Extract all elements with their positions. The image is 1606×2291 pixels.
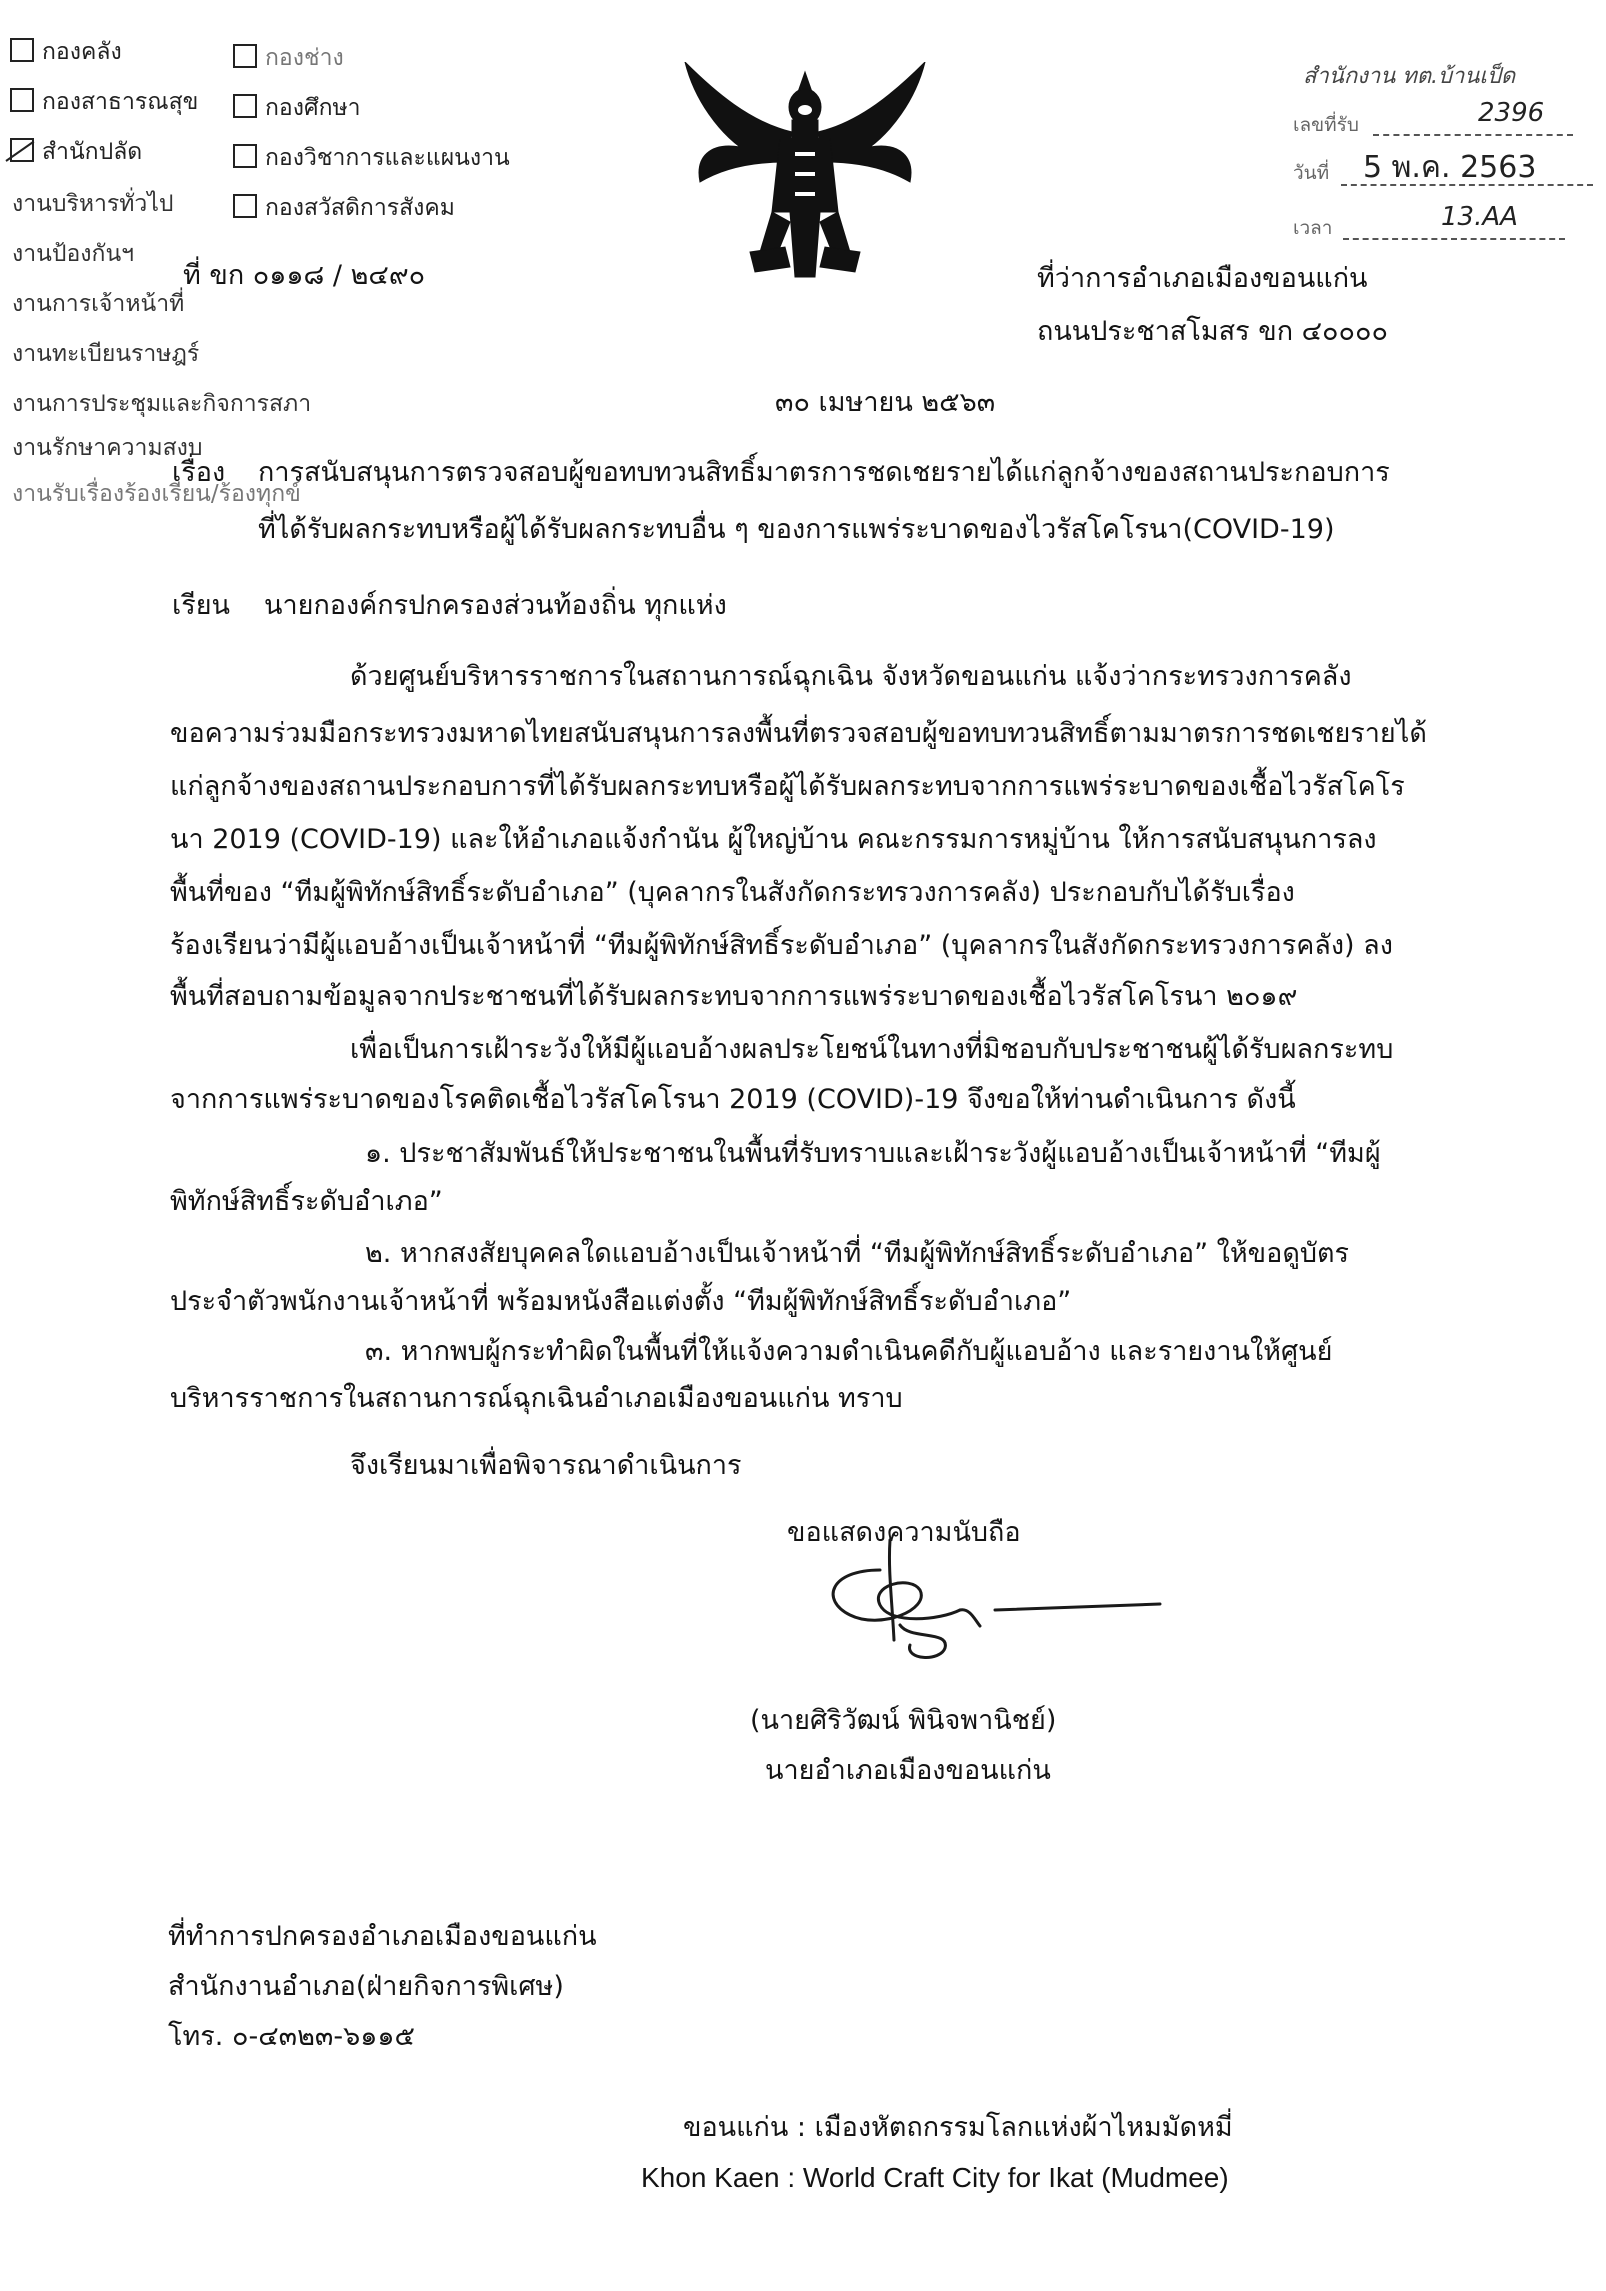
para1-line: ด้วยศูนย์บริหารราชการในสถานการณ์ฉุกเฉิน จังหวัดขอนแก่น แจ้งว่ากระทรวงการคลัง xyxy=(350,661,1352,692)
contact-division: สำนักงานอำเภอ(ฝ่ายกิจการพิเศษ) xyxy=(168,1971,564,2002)
route-checkbox-welfare[interactable] xyxy=(233,194,455,220)
route-checkbox-planning[interactable] xyxy=(233,144,510,170)
signatory-position: นายอำเภอเมืองขอนแก่น xyxy=(765,1755,1051,1786)
receipt-stamp xyxy=(1293,58,1593,248)
route-label: กองช่าง xyxy=(265,45,344,71)
item1-line: ๑. ประชาสัมพันธ์ให้ประชาชนในพื้นที่รับทราบและเฝ้าระวังผู้แอบอ้างเป็นเจ้าหน้าที่ “ทีมผู้ xyxy=(365,1138,1381,1169)
para1-line: นา 2019 (COVID-19) และให้อำเภอแจ้งกำนัน ผู้ใหญ่บ้าน คณะกรรมการหมู่บ้าน ให้การสนับสนุนการลง xyxy=(170,824,1377,855)
item2-line: ประจำตัวพนักงานเจ้าหน้าที่ พร้อมหนังสือแต่งตั้ง “ทีมผู้พิทักษ์สิทธิ์ระดับอำเภอ” xyxy=(170,1286,1072,1317)
route-subitem: งานรับเรื่องร้องเรียน/ร้องทุกข์ xyxy=(12,481,301,507)
route-subitem: งานการประชุมและกิจการสภา xyxy=(12,391,312,417)
stamp-date-label: วันที่ xyxy=(1293,162,1330,184)
stamp-time-label: เวลา xyxy=(1293,217,1333,239)
slogan-thai: ขอนแก่น : เมืองหัตถกรรมโลกแห่งผ้าไหมมัดหมี่ xyxy=(683,2112,1233,2143)
addressee: นายกองค์กรปกครองส่วนท้องถิ่น ทุกแห่ง xyxy=(264,590,727,621)
item1-line: พิทักษ์สิทธิ์ระดับอำเภอ” xyxy=(170,1186,443,1217)
issuer-address-line1: ที่ว่าการอำเภอเมืองขอนแก่น xyxy=(1037,263,1368,294)
slogan-english: Khon Kaen : World Craft City for Ikat (Mudmee) xyxy=(641,2162,1229,2193)
subject-label: เรื่อง xyxy=(172,457,226,488)
route-checkbox-engineering[interactable] xyxy=(233,44,344,70)
route-label: กองวิชาการและแผนงาน xyxy=(265,145,510,171)
issuer-address-line2: ถนนประชาสโมสร ขก ๔๐๐๐๐ xyxy=(1037,316,1388,347)
route-checkbox-health[interactable] xyxy=(10,88,198,114)
route-checkbox-finance[interactable] xyxy=(10,38,122,64)
para2-line: จากการแพร่ระบาดของโรคติดเชื้อไวรัสโคโรนา 2019 (COVID)-19 จึงขอให้ท่านดำเนินการ ดังนี้ xyxy=(170,1084,1296,1115)
garuda-emblem-icon xyxy=(680,62,930,282)
item2-line: ๒. หากสงสัยบุคคลใดแอบอ้างเป็นเจ้าหน้าที่ “ทีมผู้พิทักษ์สิทธิ์ระดับอำเภอ” ให้ขอดูบัตร xyxy=(365,1238,1350,1269)
subject-line2: ที่ได้รับผลกระทบหรือผู้ได้รับผลกระทบอื่น ๆ ของการแพร่ระบาดของไวรัสโคโรนา(COVID-19) xyxy=(258,514,1335,545)
item3-line: ๓. หากพบผู้กระทำผิดในพื้นที่ให้แจ้งความดำเนินคดีกับผู้แอบอ้าง และรายงานให้ศูนย์ xyxy=(365,1336,1333,1367)
handwritten-signature-icon xyxy=(810,1530,1170,1670)
route-subitem: งานป้องกันฯ xyxy=(12,241,135,267)
stamp-time: 13.AA xyxy=(1441,202,1518,232)
checkbox-icon[interactable] xyxy=(10,38,34,62)
stamp-received-label: เลขที่รับ xyxy=(1293,114,1359,136)
para1-line: พื้นที่สอบถามข้อมูลจากประชาชนที่ได้รับผลกระทบจากการแพร่ระบาดของเชื้อไวรัสโคโรนา ๒๐๑๙ xyxy=(170,981,1298,1012)
para1-line: ร้องเรียนว่ามีผู้แอบอ้างเป็นเจ้าหน้าที่ “ทีมผู้พิทักษ์สิทธิ์ระดับอำเภอ” (บุคลากรในสังกัดกระทรวงการคลัง) ลง xyxy=(170,930,1393,961)
checked-checkbox-icon[interactable] xyxy=(10,138,34,162)
checkbox-icon[interactable] xyxy=(233,144,257,168)
para1-line: ขอความร่วมมือกระทรวงมหาดไทยสนับสนุนการลงพื้นที่ตรวจสอบผู้ขอทบทวนสิทธิ์ตามมาตรการชดเชยรายได้ xyxy=(170,718,1427,749)
checkbox-icon[interactable] xyxy=(233,44,257,68)
route-subitem: งานบริหารทั่วไป xyxy=(12,191,174,217)
item3-line: บริหารราชการในสถานการณ์ฉุกเฉินอำเภอเมืองขอนแก่น ทราบ xyxy=(170,1383,903,1414)
route-checkbox-clerk-office[interactable] xyxy=(10,138,142,164)
letter-date: ๓๐ เมษายน ๒๕๖๓ xyxy=(775,387,996,418)
stamp-office: สำนักงาน ทต.บ้านเป็ด xyxy=(1303,64,1516,89)
para1-line: พื้นที่ของ “ทีมผู้พิทักษ์สิทธิ์ระดับอำเภอ” (บุคลากรในสังกัดกระทรวงการคลัง) ประกอบกับได้รับเรื่อง xyxy=(170,877,1295,908)
route-label: กองสาธารณสุข xyxy=(42,89,199,115)
para1-line: แก่ลูกจ้างของสถานประกอบการที่ได้รับผลกระทบหรือผู้ได้รับผลกระทบจากการแพร่ระบาดของเชื้อไวรัสโคโร xyxy=(170,771,1405,802)
route-label: สำนักปลัด xyxy=(42,139,143,165)
route-subitem: งานทะเบียนราษฎร์ xyxy=(12,341,200,367)
route-subitem: งานการเจ้าหน้าที่ xyxy=(12,291,185,317)
salutation: ขอแสดงความนับถือ xyxy=(787,1517,1021,1548)
para2-line: เพื่อเป็นการเฝ้าระวังให้มีผู้แอบอ้างผลประโยชน์ในทางที่มิชอบกับประชาชนผู้ได้รับผลกระทบ xyxy=(350,1034,1394,1065)
route-label: กองคลัง xyxy=(42,39,122,65)
checkbox-icon[interactable] xyxy=(10,88,34,112)
stamp-date: 5 พ.ค. 2563 xyxy=(1363,150,1537,185)
addressee-label: เรียน xyxy=(172,590,231,621)
signatory-name: (นายศิริวัฒน์ พินิจพานิชย์) xyxy=(750,1705,1057,1736)
contact-office: ที่ทำการปกครองอำเภอเมืองขอนแก่น xyxy=(168,1921,597,1952)
checkbox-icon[interactable] xyxy=(233,194,257,218)
route-checkbox-education[interactable] xyxy=(233,94,361,120)
reference-number: ที่ ขก ๐๑๑๘ / ๒๔๙๐ xyxy=(183,260,426,291)
route-label: กองสวัสดิการสังคม xyxy=(265,195,455,221)
checkbox-icon[interactable] xyxy=(233,94,257,118)
closing-line: จึงเรียนมาเพื่อพิจารณาดำเนินการ xyxy=(350,1450,742,1481)
route-subitem: งานรักษาความสงบ xyxy=(12,435,203,461)
stamp-received-number: 2396 xyxy=(1478,98,1545,128)
contact-phone: โทร. ๐-๔๓๒๓-๖๑๑๕ xyxy=(168,2021,415,2052)
route-label: กองศึกษา xyxy=(265,95,361,121)
subject-line1: การสนับสนุนการตรวจสอบผู้ขอทบทวนสิทธิ์มาตรการชดเชยรายได้แก่ลูกจ้างของสถานประกอบการ xyxy=(258,457,1390,488)
